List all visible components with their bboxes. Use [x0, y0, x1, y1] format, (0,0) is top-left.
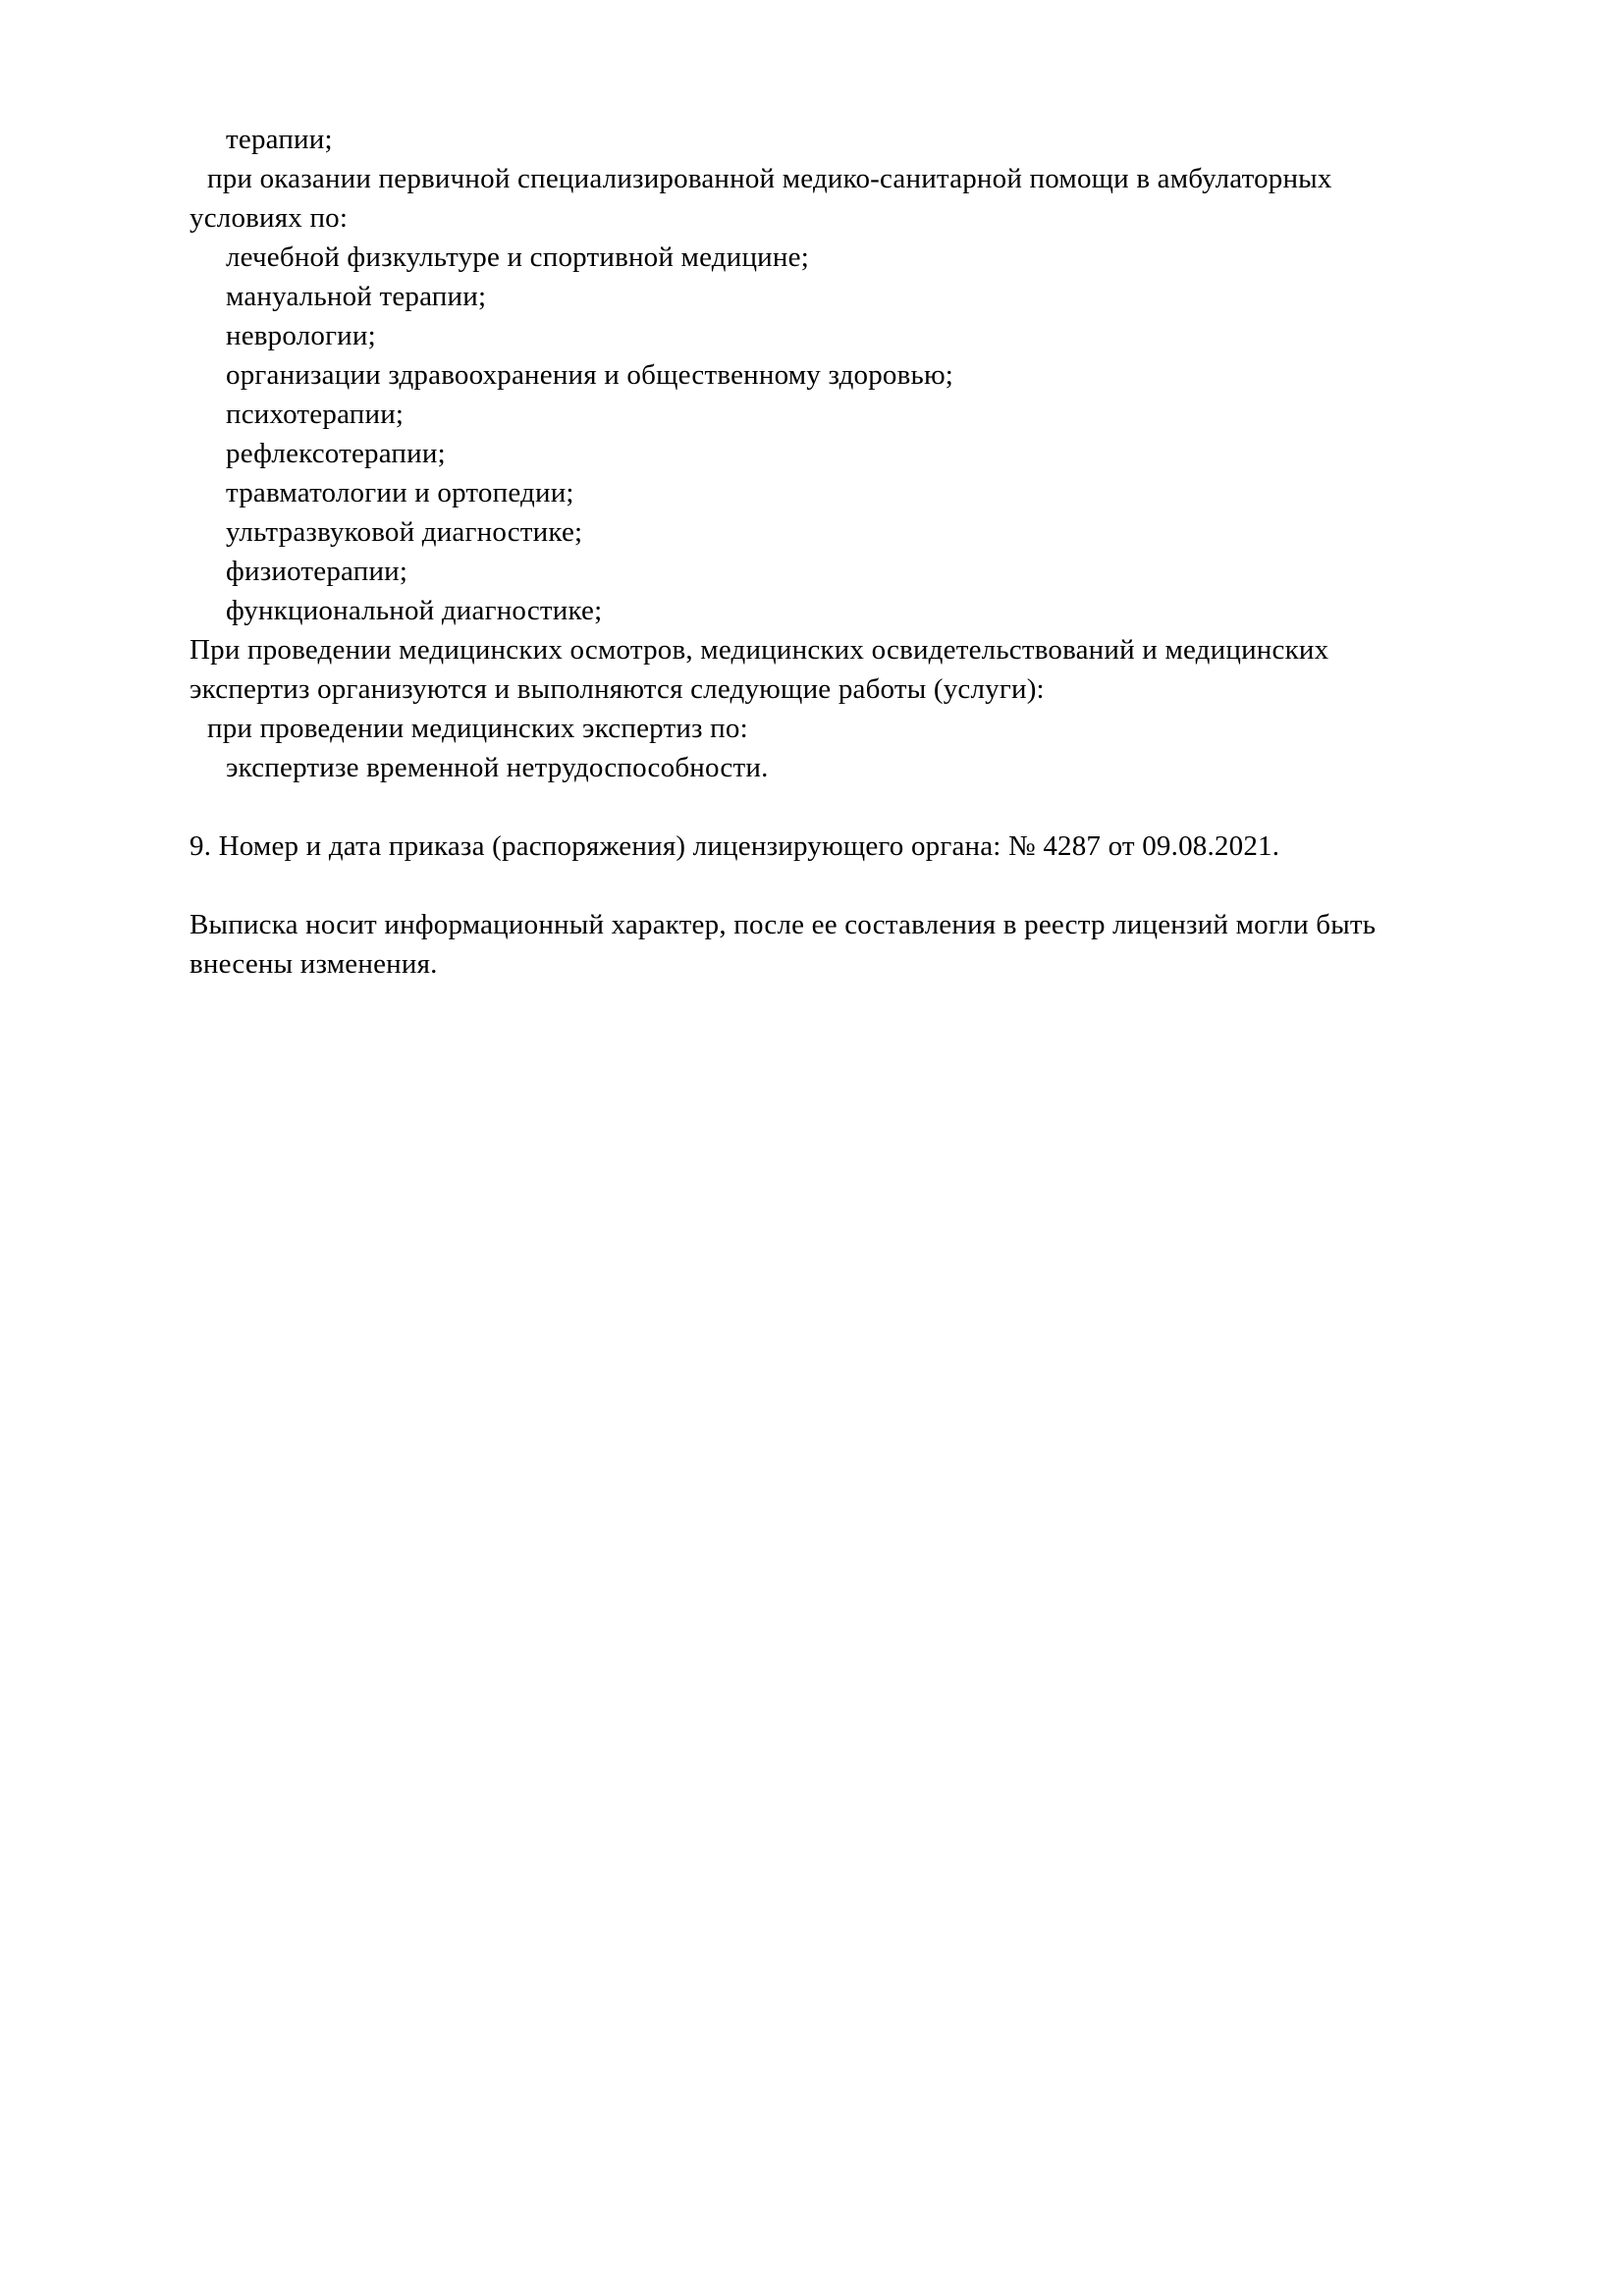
document-text	[189, 120, 1505, 984]
document-line: психотерапии;	[226, 399, 405, 430]
blank-line	[189, 787, 1505, 827]
document-line: рефлексотерапии;	[226, 438, 446, 469]
document-line: травматологии и ортопедии;	[226, 477, 574, 508]
document-line: функциональной диагностике;	[226, 595, 603, 626]
document-line: 9. Номер и дата приказа (распоряжения) лицензирующего органа: № 4287 от 09.08.2021.	[189, 830, 1280, 862]
document-line: условиях по:	[189, 202, 349, 234]
document-line: Выписка носит информационный характер, после ее составления в реестр лицензий могли быть	[189, 909, 1377, 940]
document-line: экспертиз организуются и выполняются следующие работы (услуги):	[189, 673, 1045, 705]
document-line: при проведении медицинских экспертиз по:	[207, 713, 748, 744]
document-line: лечебной физкультуре и спортивной медицине;	[226, 241, 809, 273]
document-line: При проведении медицинских осмотров, медицинских освидетельствований и медицинских	[189, 634, 1329, 666]
document-line: ультразвуковой диагностике;	[226, 516, 583, 548]
document-line: при оказании первичной специализированной медико-санитарной помощи в амбулаторных	[207, 163, 1332, 194]
blank-line	[189, 866, 1505, 905]
document-line: экспертизе временной нетрудоспособности.	[226, 752, 769, 783]
document-line: внесены изменения.	[189, 948, 438, 980]
document-line: физиотерапии;	[226, 556, 408, 587]
document-line: неврологии;	[226, 320, 376, 351]
document-line: организации здравоохранения и общественному здоровью;	[226, 359, 954, 391]
document-line: терапии;	[226, 124, 333, 155]
document-line: мануальной терапии;	[226, 281, 487, 312]
